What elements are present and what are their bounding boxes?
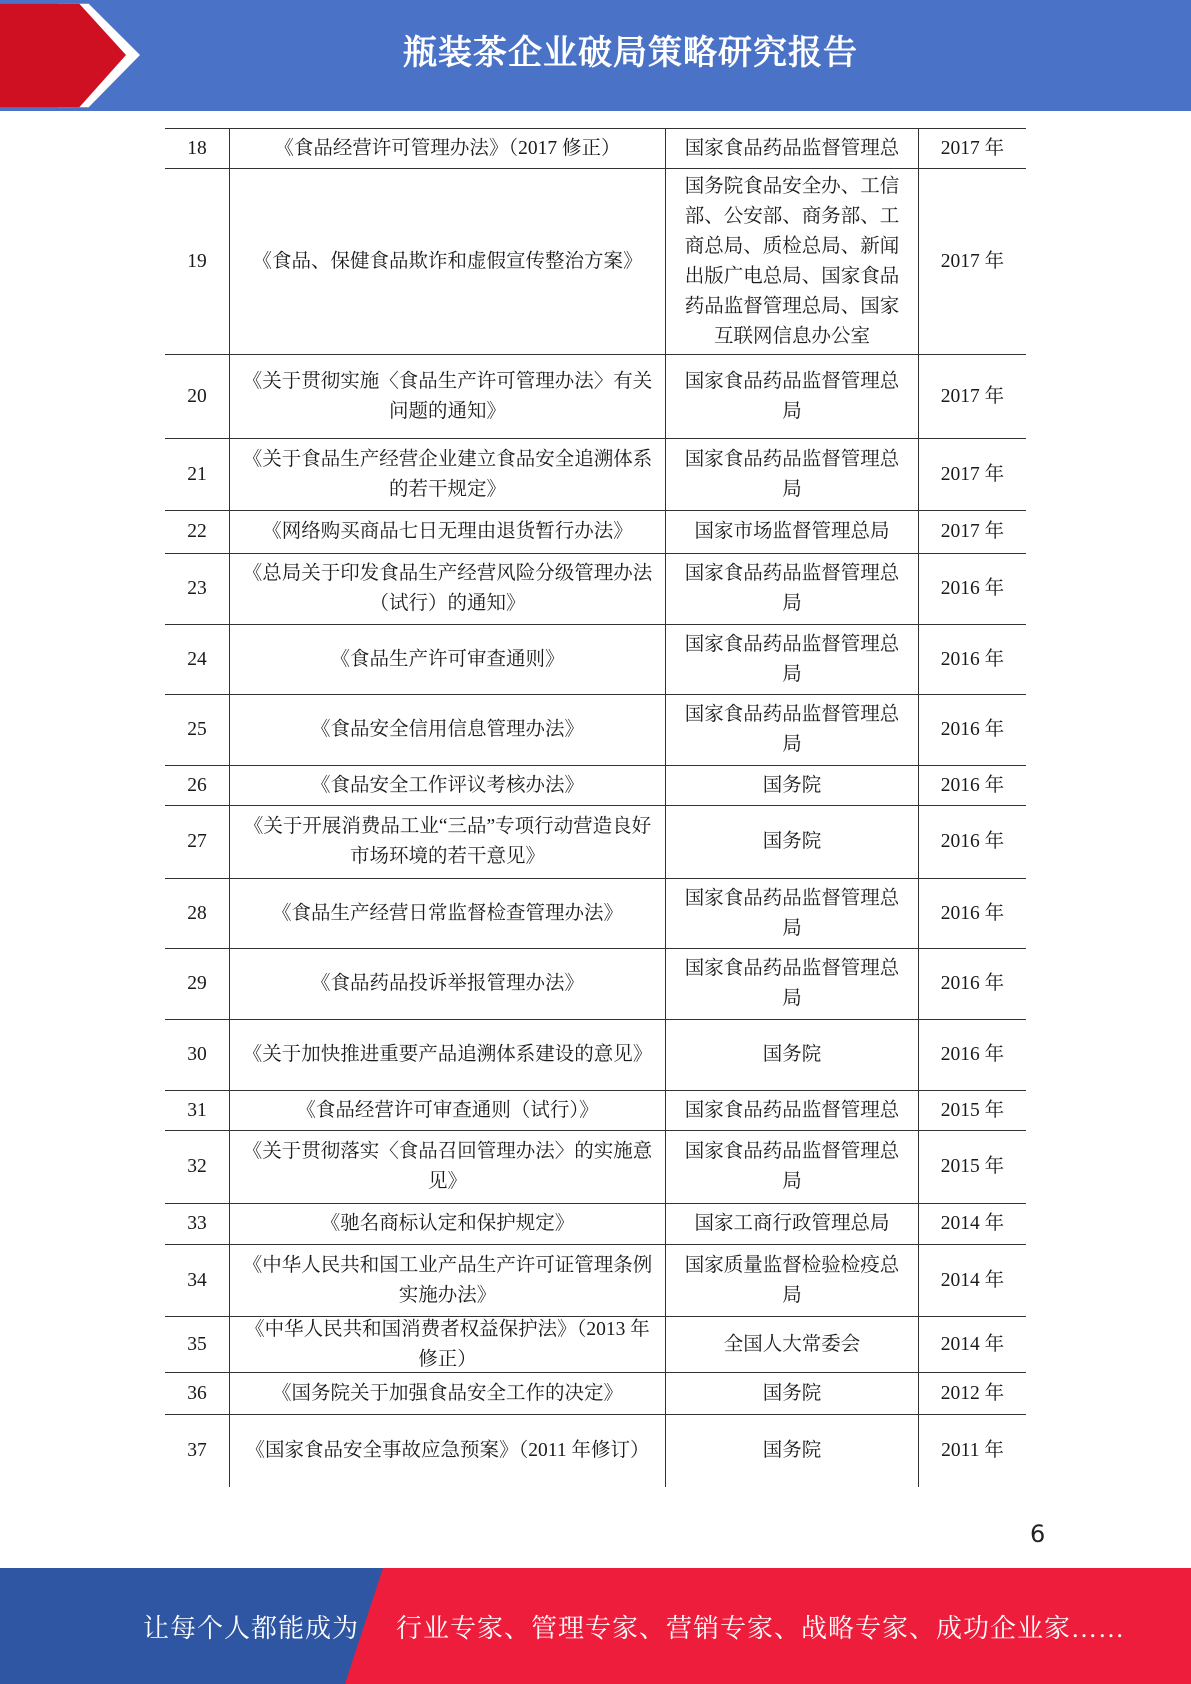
regulation-name-cell: 《中华人民共和国工业产品生产许可证管理条例实施办法》 (229, 1245, 665, 1316)
row-number-cell: 28 (187, 902, 207, 924)
table-row (165, 438, 1026, 510)
issuing-authority-cell: 国家市场监督管理总局 (665, 511, 918, 553)
footer-slogan-left: 让每个人都能成为 (143, 1614, 360, 1643)
regulation-name-cell: 《食品经营许可审查通则（试行）》 (229, 1091, 665, 1130)
regulation-name-cell: 《食品生产许可审查通则》 (229, 625, 665, 694)
row-number-cell: 33 (187, 1213, 207, 1234)
year-cell: 2017 年 (918, 355, 1026, 438)
issuing-authority-cell: 国务院 (665, 1415, 918, 1487)
issuing-authority-cell: 国家食品药品监督管理总局 (665, 695, 918, 765)
table-row (165, 1414, 1026, 1487)
table-row (165, 168, 1026, 354)
row-number-cell: 25 (187, 719, 207, 740)
row-number-cell: 35 (187, 1333, 207, 1355)
table-row (165, 1130, 1026, 1203)
regulation-name-cell: 《总局关于印发食品生产经营风险分级管理办法（试行）的通知》 (229, 554, 665, 624)
year-cell: 2017 年 (918, 511, 1026, 553)
row-number-cell: 37 (187, 1440, 207, 1461)
page-number: 6 (1030, 1520, 1046, 1548)
regulation-name-cell: 《食品安全工作评议考核办法》 (229, 766, 665, 805)
table-row (165, 948, 1026, 1019)
table-row (165, 1244, 1026, 1316)
row-number-cell: 34 (187, 1269, 207, 1291)
table-row (165, 1090, 1026, 1130)
issuing-authority-cell: 国家食品药品监督管理总局 (665, 949, 918, 1019)
issuing-authority-cell: 国务院 (665, 766, 918, 805)
issuing-authority-cell: 国家质量监督检验检疫总局 (665, 1245, 918, 1316)
table-row (165, 1316, 1026, 1372)
issuing-authority-cell: 全国人大常委会 (665, 1317, 918, 1372)
row-number-cell: 20 (187, 385, 207, 407)
year-cell: 2015 年 (918, 1091, 1026, 1130)
regulation-name-cell: 《驰名商标认定和保护规定》 (229, 1204, 665, 1244)
row-number-cell: 31 (187, 1099, 207, 1121)
issuing-authority-cell: 国家食品药品监督管理总局 (665, 439, 918, 510)
year-cell: 2016 年 (918, 695, 1026, 765)
regulation-name-cell: 《关于贯彻落实〈食品召回管理办法〉的实施意见》 (229, 1131, 665, 1203)
regulation-name-cell: 《食品生产经营日常监督检查管理办法》 (229, 879, 665, 948)
year-cell: 2014 年 (918, 1317, 1026, 1372)
row-number-cell: 27 (187, 831, 207, 852)
row-number-cell: 30 (187, 1044, 207, 1065)
issuing-authority-cell: 国务院 (665, 806, 918, 878)
regulation-name-cell: 《关于加快推进重要产品追溯体系建设的意见》 (229, 1020, 665, 1090)
regulation-name-cell: 《关于开展消费品工业“三品”专项行动营造良好市场环境的若干意见》 (229, 806, 665, 878)
issuing-authority-cell: 国务院食品安全办、工信部、公安部、商务部、工商总局、质检总局、新闻出版广电总局、国家食品药品监督管理总局、国家互联网信息办公室 (665, 169, 918, 354)
regulation-table (165, 128, 1026, 1487)
row-number-cell: 26 (187, 774, 207, 796)
table-row (165, 878, 1026, 948)
year-cell: 2017 年 (918, 169, 1026, 354)
year-cell: 2016 年 (918, 554, 1026, 624)
regulation-name-cell: 《国务院关于加强食品安全工作的决定》 (229, 1373, 665, 1414)
year-cell: 2017 年 (918, 439, 1026, 510)
table-row (165, 1203, 1026, 1244)
regulation-name-cell: 《关于贯彻实施〈食品生产许可管理办法〉有关问题的通知》 (229, 355, 665, 438)
issuing-authority-cell: 国家食品药品监督管理总 (665, 129, 918, 168)
row-number-cell: 18 (187, 137, 207, 159)
year-cell: 2016 年 (918, 879, 1026, 948)
year-cell: 2017 年 (918, 129, 1026, 168)
table-row (165, 624, 1026, 694)
report-title: 瓶装茶企业破局策略研究报告 (403, 33, 858, 73)
row-number-cell: 36 (187, 1382, 207, 1404)
row-number-cell: 22 (187, 521, 207, 542)
table-row (165, 1372, 1026, 1414)
issuing-authority-cell: 国家工商行政管理总局 (665, 1204, 918, 1244)
regulation-name-cell: 《中华人民共和国消费者权益保护法》（2013 年修正） (229, 1317, 665, 1372)
issuing-authority-cell: 国家食品药品监督管理总 (665, 1091, 918, 1130)
year-cell: 2014 年 (918, 1245, 1026, 1316)
year-cell: 2016 年 (918, 806, 1026, 878)
issuing-authority-cell: 国家食品药品监督管理总局 (665, 355, 918, 438)
header-band (0, 0, 1191, 111)
regulation-name-cell: 《食品药品投诉举报管理办法》 (229, 949, 665, 1019)
regulation-name-cell: 《食品安全信用信息管理办法》 (229, 695, 665, 765)
table-row (165, 694, 1026, 765)
row-number-cell: 19 (187, 250, 207, 272)
year-cell: 2016 年 (918, 766, 1026, 805)
row-number-cell: 29 (187, 973, 207, 994)
regulation-name-cell: 《食品经营许可管理办法》（2017 修正） (229, 129, 665, 168)
row-number-cell: 21 (187, 463, 207, 485)
regulation-name-cell: 《国家食品安全事故应急预案》（2011 年修订） (229, 1415, 665, 1487)
year-cell: 2012 年 (918, 1373, 1026, 1414)
issuing-authority-cell: 国务院 (665, 1020, 918, 1090)
table-row (165, 354, 1026, 438)
table-row (165, 805, 1026, 878)
row-number-cell: 24 (187, 648, 207, 670)
regulation-name-cell: 《食品、保健食品欺诈和虚假宣传整治方案》 (229, 169, 665, 354)
table-row (165, 1019, 1026, 1090)
table-row (165, 128, 1026, 168)
issuing-authority-cell: 国家食品药品监督管理总局 (665, 1131, 918, 1203)
year-cell: 2015 年 (918, 1131, 1026, 1203)
year-cell: 2011 年 (918, 1415, 1026, 1487)
table-row (165, 765, 1026, 805)
table-row (165, 510, 1026, 553)
issuing-authority-cell: 国家食品药品监督管理总局 (665, 879, 918, 948)
regulation-name-cell: 《关于食品生产经营企业建立食品安全追溯体系的若干规定》 (229, 439, 665, 510)
year-cell: 2016 年 (918, 1020, 1026, 1090)
footer-band (0, 1568, 1191, 1684)
issuing-authority-cell: 国务院 (665, 1373, 918, 1414)
issuing-authority-cell: 国家食品药品监督管理总局 (665, 554, 918, 624)
issuing-authority-cell: 国家食品药品监督管理总局 (665, 625, 918, 694)
row-number-cell: 23 (187, 578, 207, 599)
row-number-cell: 32 (187, 1156, 207, 1177)
year-cell: 2016 年 (918, 949, 1026, 1019)
year-cell: 2016 年 (918, 625, 1026, 694)
table-row (165, 553, 1026, 624)
year-cell: 2014 年 (918, 1204, 1026, 1244)
regulation-name-cell: 《网络购买商品七日无理由退货暂行办法》 (229, 511, 665, 553)
footer-slogan-right: 行业专家、管理专家、营销专家、战略专家、成功企业家…… (396, 1614, 1126, 1643)
